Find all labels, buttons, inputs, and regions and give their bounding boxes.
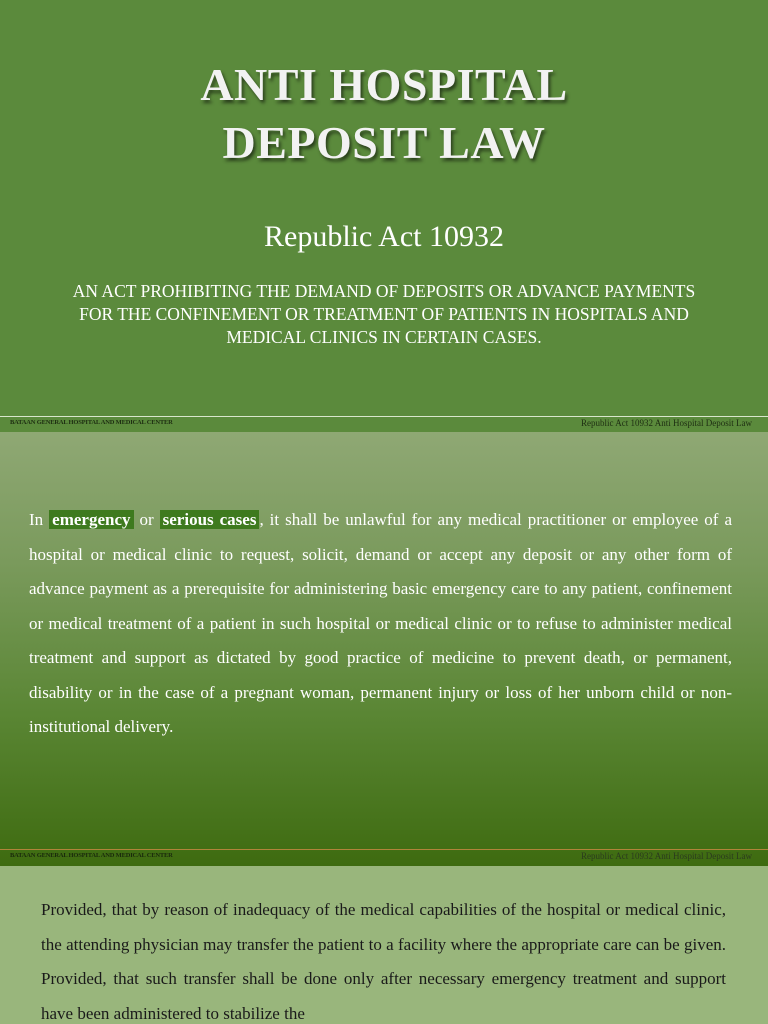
paragraph-connector: or bbox=[133, 510, 160, 529]
highlight-serious-cases: serious cases bbox=[160, 510, 260, 529]
footer-act-name: Republic Act 10932 Anti Hospital Deposit Law bbox=[581, 851, 752, 861]
transfer-provision-slide bbox=[0, 866, 768, 1024]
footer-act-name: Republic Act 10932 Anti Hospital Deposit Law bbox=[581, 418, 752, 428]
slide-footer bbox=[0, 416, 768, 430]
highlight-emergency: emergency bbox=[49, 510, 133, 529]
emergency-provision-slide bbox=[0, 432, 768, 866]
paragraph-body: , it shall be unlawful for any medical practitioner or employee of a hospital or medical clinic to request, solicit, demand or accept any deposit or any other form of advance payment as a prerequisite for administering basic emergency care to any patient, confinement or medical treatment of a patient in such hospital or medical clinic or to refuse to administer medical treatment and support as dictated by good practice of medicine to prevent death, or permanent, disability or in the case of a pregnant woman, permanent injury or loss of her unborn child or non-institutional delivery. bbox=[29, 510, 732, 736]
footer-divider bbox=[0, 849, 768, 850]
paragraph-intro: In bbox=[29, 510, 50, 529]
slide-subtitle: Republic Act 10932 bbox=[264, 220, 504, 253]
title-slide bbox=[0, 0, 768, 432]
footer-institution: BATAAN GENERAL HOSPITAL AND MEDICAL CENTER bbox=[10, 419, 173, 426]
title-line-1: ANTI HOSPITAL bbox=[200, 59, 568, 110]
footer-divider bbox=[0, 416, 768, 417]
title-line-2: DEPOSIT LAW bbox=[222, 117, 546, 168]
transfer-paragraph: Provided, that by reason of inadequacy of the medical capabilities of the hospital or medical clinic, the attending physician may transfer the patient to a facility where the appropriate care can be given. Provided, that such transfer shall be done only after necessary emergency treatment and support have been administered to stabilize the bbox=[41, 900, 726, 1023]
footer-institution: BATAAN GENERAL HOSPITAL AND MEDICAL CENTER bbox=[10, 852, 173, 859]
provision-paragraph bbox=[29, 503, 732, 745]
slide-footer bbox=[0, 849, 768, 863]
slide-title bbox=[0, 56, 768, 172]
act-description: AN ACT PROHIBITING THE DEMAND OF DEPOSITS OR ADVANCE PAYMENTS FOR THE CONFINEMENT OR TREATMENT OF PATIENTS IN HOSPITALS AND MEDICAL CLINICS IN CERTAIN CASES. bbox=[72, 281, 696, 347]
